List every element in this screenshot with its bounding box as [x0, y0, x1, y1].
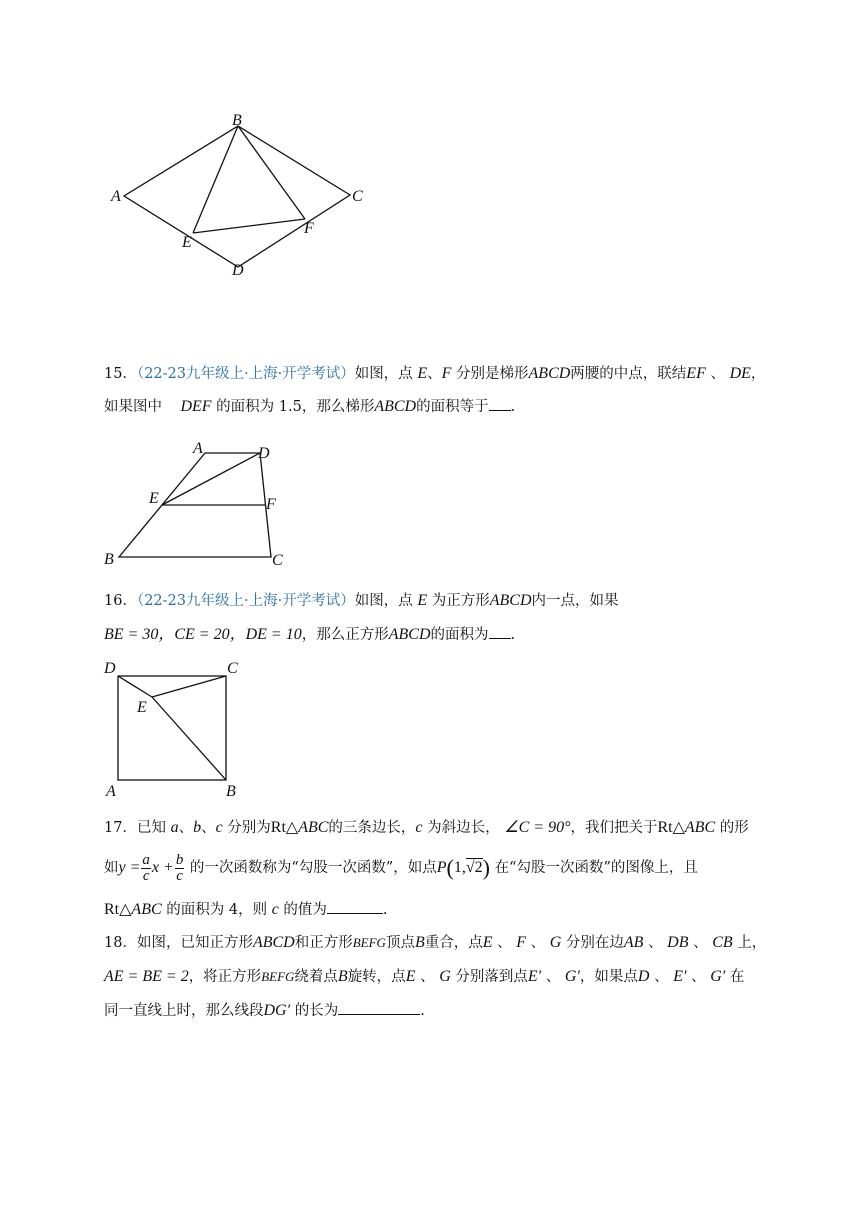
q18-line3: 同一直线上时，那么线段DG′ 的长为 . — [104, 1002, 425, 1019]
q18-answer-blank[interactable] — [338, 1000, 420, 1015]
q15-source: （22-23九年级上·上海·开学考试） — [136, 366, 355, 382]
q17-line1: 17．已知 a、b、c 分别为Rt△ABC的三条边长，c 为斜边长， ∠C = 90°，我们把关于Rt△ABC 的形 — [104, 819, 749, 836]
q17-answer-blank[interactable] — [327, 899, 383, 914]
q18-line2: AE = BE = 2，将正方形BEFG绕着点B旋转，点E 、 G 分别落到点E′ 、 G′，如果点D 、 E′ 、 G′ 在 — [104, 968, 745, 985]
q16-source: （22-23九年级上·上海·开学考试） — [136, 593, 355, 609]
segment-be — [152, 697, 226, 780]
label-d: D — [232, 262, 244, 279]
label-d: D — [258, 445, 270, 462]
label-a: A — [106, 783, 116, 800]
q18-line1: 18．如图，已知正方形ABCD和正方形BEFG顶点B重合，点E 、 F 、 G 分别在边AB 、 DB 、 CB 上， — [104, 934, 767, 951]
figure-q16 — [100, 656, 250, 801]
q15-line2: 如果图中 DEF 的面积为 1.5，那么梯形ABCD的面积等于 . — [104, 398, 516, 415]
segment-be — [193, 126, 238, 233]
figure-q15 — [100, 436, 300, 576]
label-b: B — [232, 112, 242, 129]
label-e: E — [137, 699, 147, 716]
label-b: B — [226, 783, 236, 800]
label-c: C — [272, 552, 283, 569]
segment-ce — [152, 676, 226, 697]
q16-line2: BE = 30，CE = 20，DE = 10，那么正方形ABCD的面积为 . — [104, 626, 516, 643]
label-b: B — [104, 551, 114, 568]
segment-ef — [193, 219, 305, 233]
fraction-a-over-c: $\frac{a}{c}$ — [142, 851, 150, 884]
fraction-b-over-c: $\frac{b}{c}$ — [175, 851, 184, 884]
q17-line2: 如y = $\frac{a}{c}$ x + $\frac{b}{c}$ 的一次函数称为“勾股一次函数”，如点P(1,√2) 在“勾股一次函数”的图像上，且 — [104, 851, 698, 884]
quadrilateral-abcd — [124, 126, 350, 267]
segment-bf — [238, 126, 305, 219]
label-a: A — [193, 440, 203, 457]
segment-de — [118, 676, 152, 697]
label-e: E — [149, 490, 159, 507]
q16-answer-blank[interactable] — [489, 624, 511, 639]
sqrt-two: √2 — [465, 859, 483, 876]
label-e: E — [182, 234, 192, 251]
label-f: F — [266, 496, 276, 513]
label-d: D — [104, 660, 116, 677]
q17-line3: Rt△ABC 的面积为 4，则 c 的值为 . — [104, 901, 388, 918]
label-f: F — [304, 220, 314, 237]
q15-answer-blank[interactable] — [489, 396, 511, 411]
q16-line1: 16．（22-23九年级上·上海·开学考试）如图，点 E 为正方形ABCD内一点，如果 — [104, 592, 619, 609]
label-a: A — [111, 188, 121, 205]
figure-q14 — [100, 105, 390, 285]
segment-de — [162, 453, 260, 505]
q15-line1: 15．（22-23九年级上·上海·开学考试）如图，点 E、F 分别是梯形ABCD两腰的中点，联结EF 、 DE， — [104, 365, 766, 382]
label-c: C — [352, 188, 363, 205]
label-c: C — [227, 660, 238, 677]
